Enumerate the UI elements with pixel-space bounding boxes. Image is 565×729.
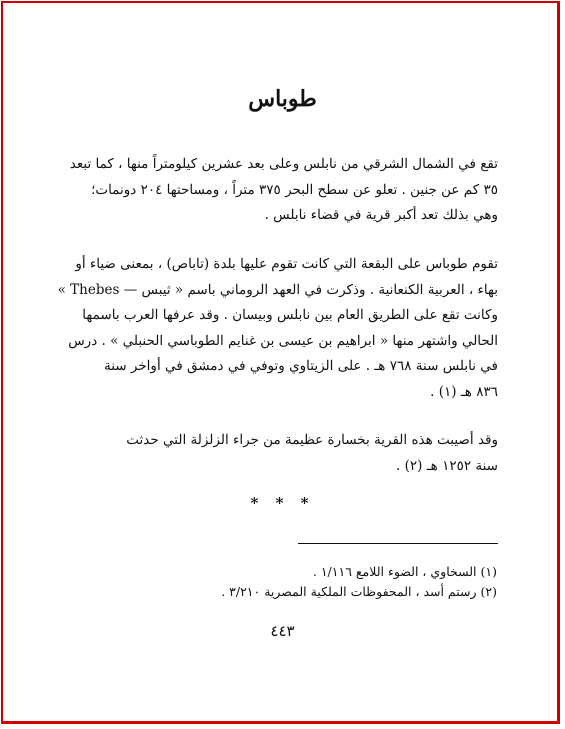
text-line: وكانت تقع على الطريق العام بين نابلس وبيسان . وقد عرفها العرب باسمها bbox=[82, 307, 498, 323]
paragraph-history bbox=[57, 252, 498, 405]
section-separator: * * * bbox=[250, 494, 315, 512]
text-line: تقوم طوباس على البقعة التي كانت تقوم عليها بلدة (تاباص) ، بمعنى ضياء أو bbox=[75, 256, 498, 272]
text-line: وقد أصيبت هذه القرية بخسارة عظيمة من جراء الزلزلة التي حدثت bbox=[126, 432, 498, 448]
footnotes bbox=[97, 562, 497, 602]
text-line: الحالي واشتهر منها « ابراهيم بن عيسى بن غنايم الطوباسي الحنبلي » . درس bbox=[68, 332, 498, 349]
footnote: (١) السخاوي ، الضوء اللامع ١/١١٦ . bbox=[312, 564, 497, 579]
text-line: وهي بذلك تعد أكبر قرية في قضاء نابلس . bbox=[264, 207, 498, 223]
page-number: ٤٤٣ bbox=[270, 622, 295, 640]
text-line: في نابلس سنة ٧٦٨ هـ . على الزيتاوي وتوفي في دمشق في أواخر سنة bbox=[103, 358, 498, 374]
text-line: تقع في الشمال الشرقي من نابلس وعلى بعد عشرين كيلومتراً منها ، كما تبعد bbox=[69, 156, 498, 172]
text-line: ٨٣٦ هـ (١) . bbox=[430, 383, 498, 400]
paragraph-location bbox=[62, 152, 498, 229]
footnote-rule bbox=[298, 543, 498, 544]
page-title: طوباس bbox=[248, 86, 317, 112]
text-line: سنة ١٢٥٢ هـ (٢) . bbox=[396, 457, 498, 474]
paragraph-earthquake bbox=[62, 428, 498, 479]
footnote: (٢) رستم أسد ، المحفوظات الملكية المصرية ٣/٢١٠ . bbox=[221, 584, 497, 599]
text-line: ٣٥ كم عن جنين . تعلو عن سطح البحر ٣٧٥ متراً ، ومساحتها ٢٠٤ دونمات؛ bbox=[91, 181, 498, 198]
text-line: بهاء ، العربية الكنعانية . وذكرت في العهد الروماني باسم « ثيبس — Thebes » bbox=[57, 281, 498, 298]
